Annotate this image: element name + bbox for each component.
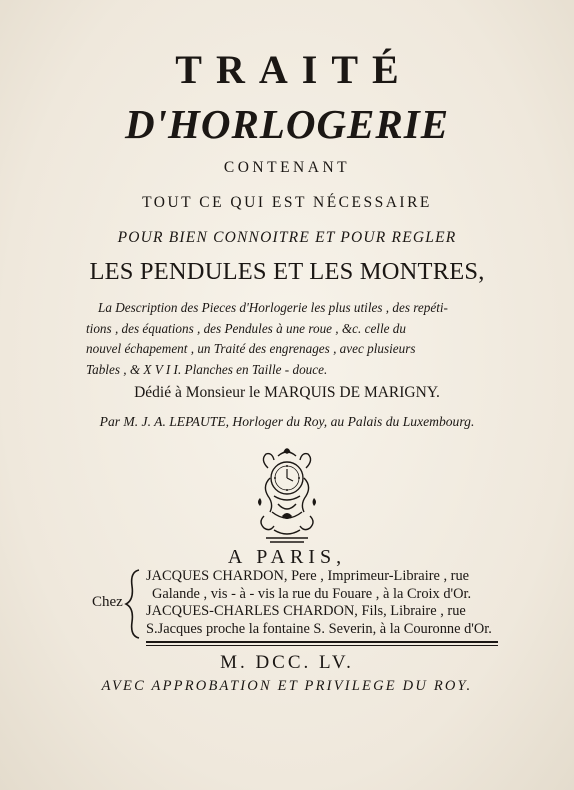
- brace-icon: [124, 568, 142, 640]
- dedication-line: Dédié à Monsieur le MARQUIS DE MARIGNY.: [134, 384, 440, 401]
- contenant-line: CONTENANT: [223, 159, 351, 176]
- imprint-city: A PARIS,: [227, 546, 347, 568]
- subtitle-line-3: LES PENDULES ET LES MONTRES,: [89, 258, 485, 285]
- description-line: La Description des Pieces d'Horlogerie les plus utiles , des repéti-: [98, 300, 448, 315]
- imprint-line: JACQUES CHARDON, Pere , Imprimeur-Libraire , rue: [146, 568, 470, 584]
- description-paragraph: [86, 298, 506, 380]
- imprint-line: JACQUES-CHARLES CHARDON, Fils, Libraire , rue: [146, 603, 466, 619]
- ornamental-clock-icon: [248, 446, 326, 546]
- imprint-line: S.Jacques proche la fontaine S. Severin, à la Couronne d'Or.: [146, 620, 492, 637]
- description-line: tions , des équations , des Pendules à une roue , &c. celle du: [86, 320, 406, 336]
- double-rule-divider: [146, 641, 498, 647]
- imprint-address: [146, 568, 498, 638]
- title-line-traite: TRAITÉ: [175, 47, 413, 92]
- author-line: Par M. J. A. LEPAUTE, Horloger du Roy, au Palais du Luxembourg.: [99, 414, 475, 429]
- subtitle-line-1: TOUT CE QUI EST NÉCESSAIRE: [142, 194, 432, 211]
- imprint-chez: Chez: [92, 594, 123, 610]
- imprint-line: Galande , vis - à - vis la rue du Fouare , à la Croix d'Or.: [152, 585, 472, 602]
- title-line-horlogerie: D'HORLOGERIE: [124, 101, 450, 147]
- privilege-line: AVEC APPROBATION ET PRIVILEGE DU ROY.: [101, 678, 473, 694]
- description-line: nouvel échapement , un Traité des engrenages , avec plusieurs: [86, 341, 416, 356]
- subtitle-line-2: POUR BIEN CONNOITRE ET POUR REGLER: [117, 229, 457, 246]
- description-line: Tables , & X V I I. Planches en Taille - douce.: [86, 361, 328, 377]
- publication-date: M. DCC. LV.: [220, 652, 354, 673]
